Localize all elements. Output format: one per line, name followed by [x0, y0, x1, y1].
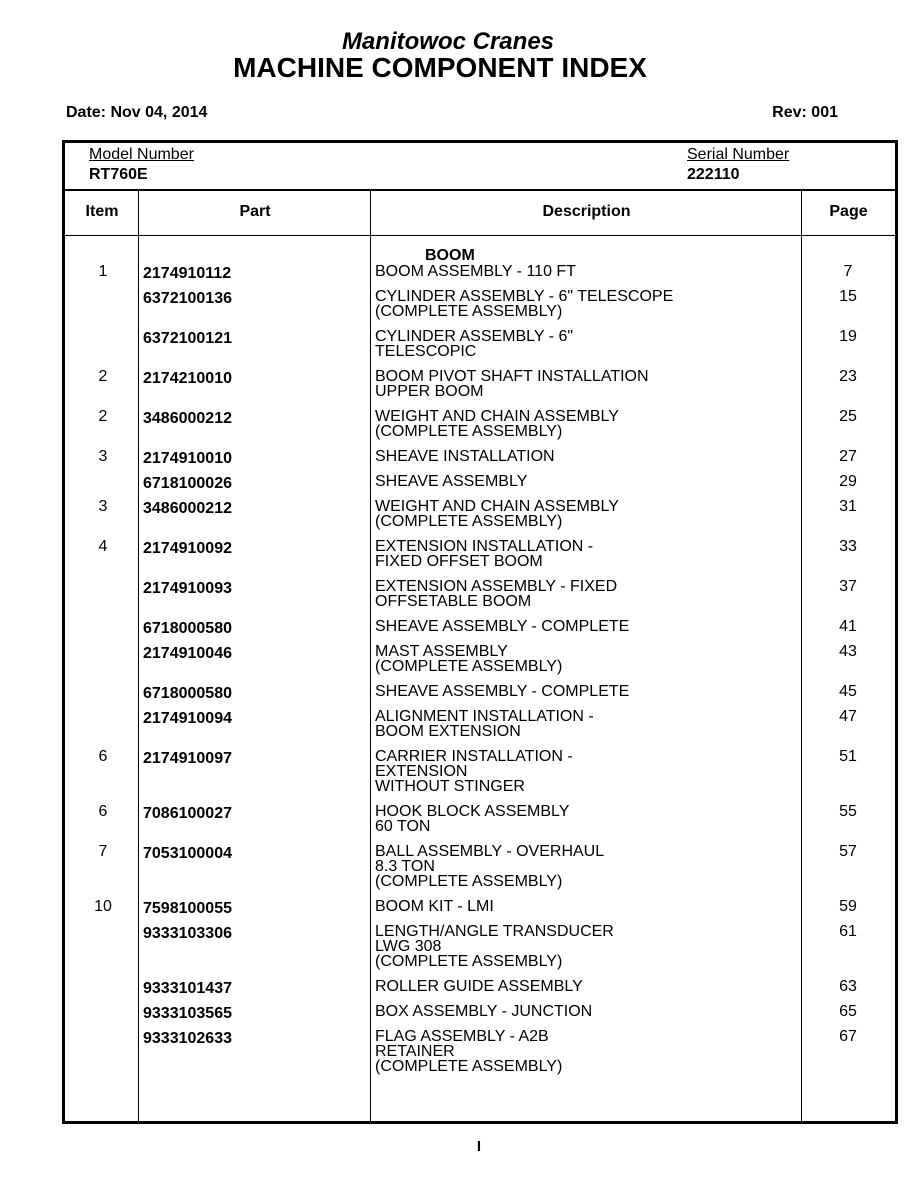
row-page-number: 45 — [839, 683, 857, 700]
row-description — [375, 979, 795, 994]
serial-number-label: Serial Number — [687, 146, 790, 163]
column-divider-description — [801, 191, 802, 1121]
company-name: Manitowoc Cranes — [341, 28, 555, 55]
row-part-number: 2174910010 — [143, 450, 232, 467]
row-page-number: 61 — [839, 923, 857, 940]
row-description-line: (COMPLETE ASSEMBLY) — [375, 423, 563, 440]
document-revision: Rev: 001 — [772, 104, 838, 121]
row-description-line: BOOM ASSEMBLY - 110 FT — [375, 263, 576, 280]
row-item: 3 — [98, 448, 108, 465]
row-description-line: BALL ASSEMBLY - OVERHAUL — [375, 843, 605, 860]
row-description-line: (COMPLETE ASSEMBLY) — [375, 953, 563, 970]
row-part-number: 7086100027 — [143, 805, 232, 822]
row-description-line: ALIGNMENT INSTALLATION - — [375, 708, 594, 725]
row-description — [375, 749, 795, 794]
row-item: 1 — [98, 263, 108, 280]
row-description-line: CYLINDER ASSEMBLY - 6" TELESCOPE — [375, 288, 674, 305]
column-divider-item — [138, 191, 139, 1121]
row-part-number: 2174910046 — [143, 645, 232, 662]
page-number: I — [476, 1138, 482, 1155]
row-description — [375, 289, 795, 319]
column-header-page: Page — [829, 203, 868, 220]
row-page-number: 7 — [843, 263, 853, 280]
row-description — [375, 804, 795, 834]
row-description-line: FLAG ASSEMBLY - A2B — [375, 1028, 549, 1045]
row-page-number: 15 — [839, 288, 857, 305]
model-number-label: Model Number — [89, 146, 194, 163]
row-item: 6 — [98, 803, 108, 820]
row-page-number: 43 — [839, 643, 857, 660]
row-part-number: 3486000212 — [143, 410, 232, 427]
row-description — [375, 579, 795, 609]
row-part-number: 2174910097 — [143, 750, 232, 767]
row-page-number: 19 — [839, 328, 857, 345]
row-description-line: (COMPLETE ASSEMBLY) — [375, 1058, 563, 1075]
row-page-number: 51 — [839, 748, 857, 765]
row-part-number: 2174210010 — [143, 370, 232, 387]
row-page-number: 59 — [839, 898, 857, 915]
row-description-line: OFFSETABLE BOOM — [375, 593, 532, 610]
row-description — [375, 619, 795, 634]
row-description-line: SHEAVE ASSEMBLY - COMPLETE — [375, 618, 630, 635]
row-part-number: 2174910092 — [143, 540, 232, 557]
row-item: 2 — [98, 408, 108, 425]
row-description — [375, 924, 795, 969]
row-page-number: 55 — [839, 803, 857, 820]
row-description — [375, 1004, 795, 1019]
row-description-line: CYLINDER ASSEMBLY - 6" — [375, 328, 574, 345]
row-description-line: BOOM KIT - LMI — [375, 898, 494, 915]
row-part-number: 3486000212 — [143, 500, 232, 517]
column-header-part: Part — [239, 203, 271, 220]
row-description — [375, 499, 795, 529]
row-description-line: (COMPLETE ASSEMBLY) — [375, 658, 563, 675]
row-page-number: 63 — [839, 978, 857, 995]
row-description — [375, 644, 795, 674]
serial-number-value: 222110 — [687, 166, 740, 183]
row-page-number: 41 — [839, 618, 857, 635]
row-description-line: CARRIER INSTALLATION - — [375, 748, 573, 765]
row-part-number: 6718100026 — [143, 475, 232, 492]
row-description-line: TELESCOPIC — [375, 343, 477, 360]
row-page-number: 25 — [839, 408, 857, 425]
row-page-number: 29 — [839, 473, 857, 490]
row-description-line: LENGTH/ANGLE TRANSDUCER — [375, 923, 614, 940]
row-description-line: (COMPLETE ASSEMBLY) — [375, 303, 563, 320]
row-page-number: 37 — [839, 578, 857, 595]
column-divider-part — [370, 191, 371, 1121]
row-description-line: (COMPLETE ASSEMBLY) — [375, 873, 563, 890]
row-part-number: 6372100136 — [143, 290, 232, 307]
row-description-line: BOX ASSEMBLY - JUNCTION — [375, 1003, 593, 1020]
document-title: MACHINE COMPONENT INDEX — [233, 52, 647, 83]
row-item: 6 — [98, 748, 108, 765]
row-description-line: BOOM EXTENSION — [375, 723, 521, 740]
row-page-number: 23 — [839, 368, 857, 385]
row-page-number: 31 — [839, 498, 857, 515]
row-description — [375, 264, 795, 279]
document-date: Date: Nov 04, 2014 — [66, 104, 208, 121]
row-description-line: WEIGHT AND CHAIN ASSEMBLY — [375, 408, 619, 425]
row-part-number: 6718000580 — [143, 685, 232, 702]
row-part-number: 6718000580 — [143, 620, 232, 637]
row-part-number: 7053100004 — [143, 845, 232, 862]
row-description — [375, 474, 795, 489]
row-description-line: 8.3 TON — [375, 858, 435, 875]
row-item: 4 — [98, 538, 108, 555]
section-title: BOOM — [425, 247, 475, 264]
row-description-line: EXTENSION INSTALLATION - — [375, 538, 594, 555]
row-description-line: EXTENSION ASSEMBLY - FIXED — [375, 578, 618, 595]
row-description — [375, 449, 795, 464]
row-part-number: 9333101437 — [143, 980, 232, 997]
row-description-line: SHEAVE ASSEMBLY — [375, 473, 528, 490]
row-description-line: WEIGHT AND CHAIN ASSEMBLY — [375, 498, 619, 515]
row-description-line: BOOM PIVOT SHAFT INSTALLATION — [375, 368, 649, 385]
row-description-line: SHEAVE ASSEMBLY - COMPLETE — [375, 683, 630, 700]
column-header-description: Description — [542, 203, 631, 220]
row-description-line: UPPER BOOM — [375, 383, 484, 400]
row-page-number: 33 — [839, 538, 857, 555]
row-description-line: SHEAVE INSTALLATION — [375, 448, 555, 465]
row-description-line: RETAINER — [375, 1043, 455, 1060]
row-item: 2 — [98, 368, 108, 385]
row-description — [375, 1029, 795, 1074]
row-part-number: 9333103306 — [143, 925, 232, 942]
row-part-number: 7598100055 — [143, 900, 232, 917]
row-description-line: 60 TON — [375, 818, 431, 835]
row-page-number: 47 — [839, 708, 857, 725]
row-description — [375, 409, 795, 439]
row-item: 3 — [98, 498, 108, 515]
row-part-number: 9333102633 — [143, 1030, 232, 1047]
row-part-number: 2174910093 — [143, 580, 232, 597]
row-item: 10 — [94, 898, 112, 915]
row-page-number: 27 — [839, 448, 857, 465]
row-description — [375, 539, 795, 569]
component-index-table — [62, 140, 898, 1124]
row-description-line: (COMPLETE ASSEMBLY) — [375, 513, 563, 530]
row-page-number: 65 — [839, 1003, 857, 1020]
column-header-item: Item — [85, 203, 119, 220]
row-part-number: 2174910094 — [143, 710, 232, 727]
row-description-line: WITHOUT STINGER — [375, 778, 525, 795]
row-description — [375, 329, 795, 359]
row-description-line: LWG 308 — [375, 938, 442, 955]
row-description — [375, 844, 795, 889]
row-part-number: 2174910112 — [143, 265, 232, 282]
row-description — [375, 899, 795, 914]
row-description-line: MAST ASSEMBLY — [375, 643, 508, 660]
column-header-row — [65, 191, 895, 236]
row-description — [375, 369, 795, 399]
row-description-line: HOOK BLOCK ASSEMBLY — [375, 803, 570, 820]
row-part-number: 9333103565 — [143, 1005, 232, 1022]
model-serial-header — [65, 143, 895, 191]
row-item: 7 — [98, 843, 108, 860]
row-description-line: FIXED OFFSET BOOM — [375, 553, 543, 570]
row-page-number: 67 — [839, 1028, 857, 1045]
row-description — [375, 709, 795, 739]
row-description-line: EXTENSION — [375, 763, 468, 780]
row-page-number: 57 — [839, 843, 857, 860]
row-part-number: 6372100121 — [143, 330, 232, 347]
row-description — [375, 684, 795, 699]
row-description-line: ROLLER GUIDE ASSEMBLY — [375, 978, 583, 995]
model-number-value: RT760E — [89, 166, 148, 183]
